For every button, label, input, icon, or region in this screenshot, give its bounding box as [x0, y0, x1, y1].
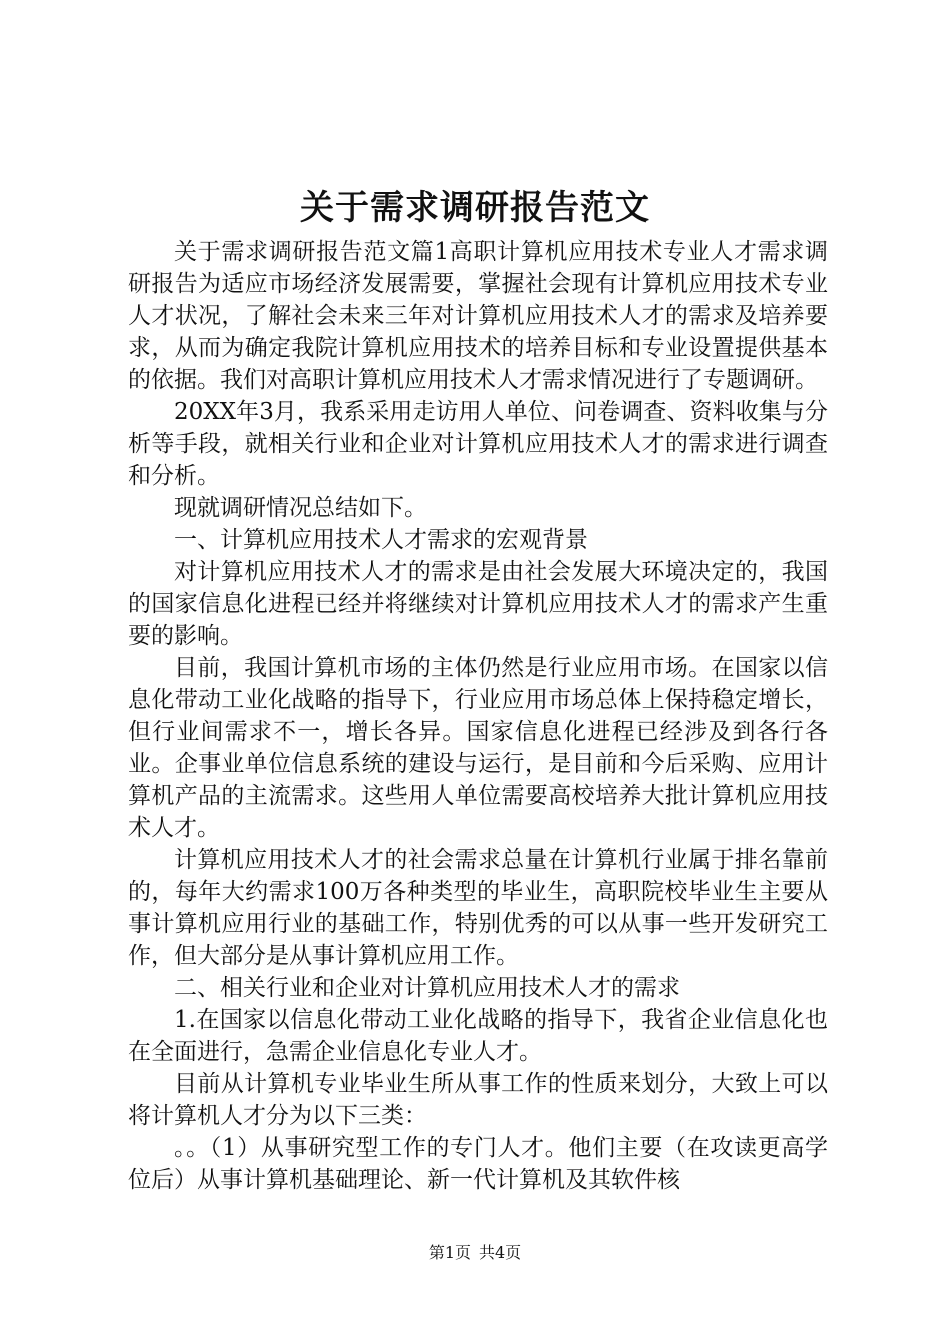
paragraph-method: 20XX年3月，我系采用走访用人单位、问卷调查、资料收集与分析等手段，就相关行业和企业对计算机应用技术人才的需求进行调查和分析。: [128, 399, 828, 489]
paragraph-summary-lead: 现就调研情况总结如下。: [174, 495, 427, 521]
paragraph-demand-total: 计算机应用技术人才的社会需求总量在计算机行业属于排名靠前的，每年大约需求100万各种类型的毕业生，高职院校毕业生主要从事计算机应用行业的基础工作，特别优秀的可以从事一些开发研究工作，但大部分是从事计算机应用工作。: [128, 847, 828, 969]
section-heading-1: 一、计算机应用技术人才需求的宏观背景: [174, 527, 588, 553]
paragraph-market: 目前，我国计算机市场的主体仍然是行业应用市场。在国家以信息化带动工业化战略的指导下，行业应用市场总体上保持稳定增长，但行业间需求不一，增长各异。国家信息化进程已经涉及到各行各业。企事业单位信息系统的建设与运行，是目前和今后采购、应用计算机产品的主流需求。这些用人单位需要高校培养大批计算机应用技术人才。: [128, 655, 828, 841]
section-heading-2: 二、相关行业和企业对计算机应用技术人才的需求: [174, 975, 680, 1001]
page-total: 共4页: [479, 1243, 522, 1262]
page-footer: [0, 1243, 950, 1263]
paragraph-intro: 关于需求调研报告范文篇1高职计算机应用技术专业人才需求调研报告为适应市场经济发展需要，掌握社会现有计算机应用技术专业人才状况，了解社会未来三年对计算机应用技术人才的需求及培养要求，从而为确定我院计算机应用技术的培养目标和专业设置提供基本的依据。我们对高职计算机应用技术人才需求情况进行了专题调研。: [128, 239, 828, 393]
paragraph-classification: 目前从计算机专业毕业生所从事工作的性质来划分，大致上可以将计算机人才分为以下三类：: [128, 1071, 828, 1129]
paragraph-background: 对计算机应用技术人才的需求是由社会发展大环境决定的，我国的国家信息化进程已经并将继续对计算机应用技术人才的需求产生重要的影响。: [128, 559, 828, 649]
document-body: [128, 236, 828, 1196]
document-title: 关于需求调研报告范文: [300, 188, 650, 228]
paragraph-item-1: 1.在国家以信息化带动工业化战略的指导下，我省企业信息化也在全面进行，急需企业信息化专业人才。: [128, 1007, 828, 1065]
paragraph-category-1: 。。（1）从事研究型工作的专门人才。他们主要（在攻读更高学位后）从事计算机基础理论、新一代计算机及其软件核: [128, 1135, 828, 1193]
page-number: 第1页: [428, 1243, 471, 1262]
